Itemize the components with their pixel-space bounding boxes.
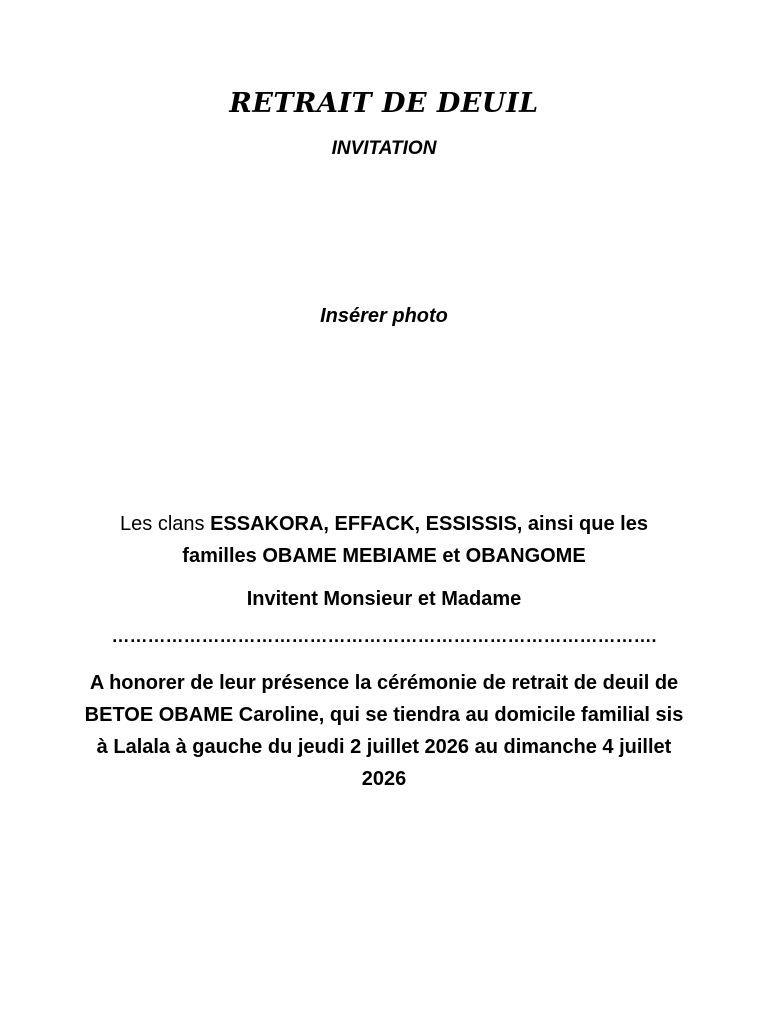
document-subtitle: INVITATION <box>331 138 437 159</box>
clans-paragraph <box>90 508 678 572</box>
document-title: RETRAIT DE DEUIL <box>229 88 539 119</box>
invite-line: Invitent Monsieur et Madame <box>246 588 522 610</box>
guest-name-blank: ………………………………………………………………………………. <box>111 626 657 646</box>
photo-placeholder: Insérer photo <box>320 305 448 327</box>
clans-names: ESSAKORA, EFFACK, ESSISSIS, ainsi que les familles OBAME MEBIAME et OBANGOME <box>182 513 648 567</box>
ceremony-details: A honorer de leur présence la cérémonie de retrait de deuil de BETOE OBAME Caroline, qui se tiendra au domicile familial sis à Lalala à gauche du jeudi 2 juillet 2026 au dimanche 4 juillet 2026 <box>84 672 684 790</box>
clans-prefix: Les clans <box>120 513 211 535</box>
